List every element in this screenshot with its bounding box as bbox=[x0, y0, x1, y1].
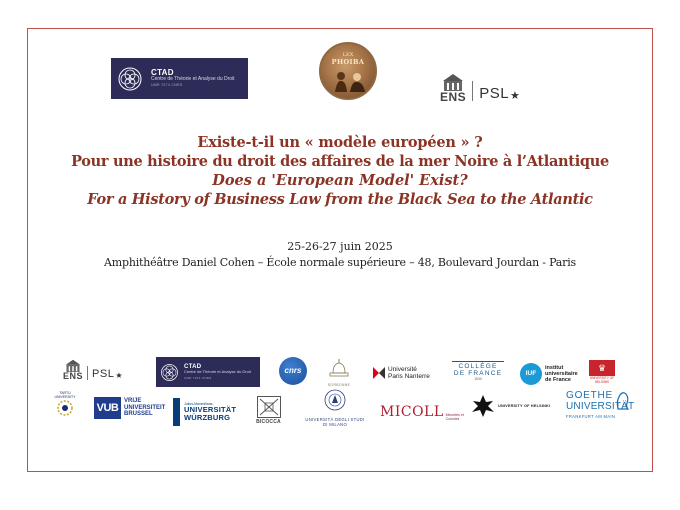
ctad-partner-logo bbox=[156, 357, 260, 387]
bicocca-mark-icon bbox=[257, 396, 281, 418]
helsinki-red-name: UNIVERSITY OF HELSINKI bbox=[589, 376, 615, 384]
title-french-line1: Existe-t-il un « modèle européen » ? bbox=[197, 134, 483, 151]
tartu-crest-icon bbox=[57, 400, 73, 416]
title-english-line1: Does a 'European Model' Exist? bbox=[212, 172, 468, 189]
milano-seal-icon bbox=[324, 389, 346, 411]
helsinki-logo bbox=[470, 393, 550, 419]
vub-logo bbox=[94, 397, 165, 419]
title-english-line2: For a History of Business Law from the Black Sea to the Atlantic bbox=[87, 191, 593, 208]
nanterre-mark-icon bbox=[373, 367, 385, 379]
event-title bbox=[27, 133, 653, 209]
cdf-line1: COLLÈGE bbox=[452, 361, 504, 370]
helsinki-red-logo bbox=[589, 360, 615, 384]
vub-mark: VUB bbox=[94, 397, 121, 419]
event-dates: 25-26-27 juin 2025 bbox=[287, 240, 393, 253]
vub-line1: VRIJE bbox=[124, 398, 142, 405]
helsinki-name: UNIVERSITY OF HELSINKI bbox=[498, 404, 551, 408]
ctad-partner-name: CTAD bbox=[184, 364, 202, 371]
ctad-logo bbox=[111, 58, 248, 99]
college-de-france-logo bbox=[452, 361, 504, 381]
iuf-line2: universitaire bbox=[545, 371, 578, 377]
psl-partner-star-icon: ★ bbox=[115, 371, 123, 380]
nanterre-logo bbox=[373, 366, 430, 380]
micoll-name: MICOLL bbox=[380, 404, 444, 420]
ctad-partner-emblem-icon bbox=[160, 363, 179, 382]
title-french-line2: Pour une histoire du droit des affaires de la mer Noire à l’Atlantique bbox=[71, 153, 609, 170]
micoll-subtitle: Minorités et Colonies bbox=[445, 413, 464, 421]
lex-phoiba-medallion bbox=[319, 42, 377, 100]
tartu-logo bbox=[52, 391, 78, 421]
micoll-logo bbox=[380, 404, 476, 421]
helsinki-crest-icon: ♛ bbox=[597, 363, 607, 373]
ens-partner-name: ENS bbox=[63, 371, 84, 381]
bicocca-logo bbox=[255, 396, 282, 425]
ens-name: ENS bbox=[440, 90, 467, 104]
milano-line1: UNIVERSITÀ DEGLI STUDI bbox=[305, 417, 365, 422]
ens-psl-partner-logo bbox=[63, 359, 123, 381]
psl-star-icon: ★ bbox=[510, 90, 521, 102]
ctad-partner-lab: UMR 7074 CNRS bbox=[184, 375, 212, 380]
ctad-emblem-icon bbox=[117, 66, 143, 92]
iuf-line3: de France bbox=[545, 377, 571, 383]
ctad-partner-subtitle: Centre de Théorie et Analyse du Droit bbox=[184, 369, 251, 375]
ens-divider bbox=[472, 81, 473, 101]
vub-line3: BRUSSEL bbox=[124, 411, 153, 418]
ens-psl-logo bbox=[440, 63, 520, 103]
ctad-lab: UMR 7074 CNRS bbox=[151, 83, 183, 88]
vub-line2: UNIVERSITEIT bbox=[124, 404, 166, 411]
bicocca-name: BICOCCA bbox=[256, 419, 281, 425]
tartu-name: TARTU UNIVERSITY bbox=[54, 391, 76, 399]
nanterre-line1: Université bbox=[388, 366, 417, 373]
medallion-line2: PHOIBA bbox=[331, 58, 365, 66]
medallion-figures-icon bbox=[331, 70, 369, 92]
psl-partner-name: PSL bbox=[92, 368, 115, 380]
milano-line2: DI MILANO bbox=[322, 422, 348, 427]
nanterre-line2: Paris Nanterre bbox=[388, 373, 430, 380]
helsinki-flame-icon bbox=[470, 393, 496, 419]
event-venue: Amphithéâtre Daniel Cohen – École normale supérieure – 48, Boulevard Jourdan - Paris bbox=[104, 256, 576, 269]
milano-logo bbox=[300, 389, 370, 427]
wuerzburg-line2: UNIVERSITÄT bbox=[184, 405, 237, 414]
cdf-line3: 1530 bbox=[474, 377, 482, 381]
ctad-name: CTAD bbox=[151, 67, 174, 77]
sorbonne-dome-icon bbox=[328, 359, 350, 377]
sorbonne-name: SORBONNE bbox=[327, 383, 351, 387]
wuerzburg-logo bbox=[173, 397, 239, 427]
ctad-subtitle: Centre de Théorie et Analyse du Droit bbox=[151, 76, 235, 83]
medallion-line1: LEX bbox=[342, 52, 354, 58]
psl-name: PSL bbox=[479, 85, 510, 102]
wuerzburg-line3: WÜRZBURG bbox=[184, 413, 231, 422]
wuerzburg-line1: Julius-Maximilians- bbox=[184, 402, 214, 406]
iuf-line1: institut bbox=[545, 365, 564, 371]
goethe-portrait-icon bbox=[612, 389, 632, 411]
sorbonne-logo bbox=[322, 359, 356, 387]
wuerzburg-bar bbox=[173, 398, 180, 426]
cnrs-logo: cnrs bbox=[279, 357, 307, 385]
goethe-line2: UNIVERSITÄT bbox=[566, 401, 635, 412]
goethe-line3: FRANKFURT AM MAIN bbox=[566, 414, 616, 419]
iuf-logo bbox=[520, 363, 578, 385]
goethe-line1: GOETHE bbox=[566, 390, 614, 401]
ens-building-icon bbox=[442, 73, 464, 91]
ens-partner-divider bbox=[87, 366, 88, 380]
iuf-mark: IUF bbox=[520, 363, 542, 385]
cdf-line2: DE FRANCE bbox=[453, 370, 503, 377]
goethe-logo bbox=[566, 390, 638, 419]
